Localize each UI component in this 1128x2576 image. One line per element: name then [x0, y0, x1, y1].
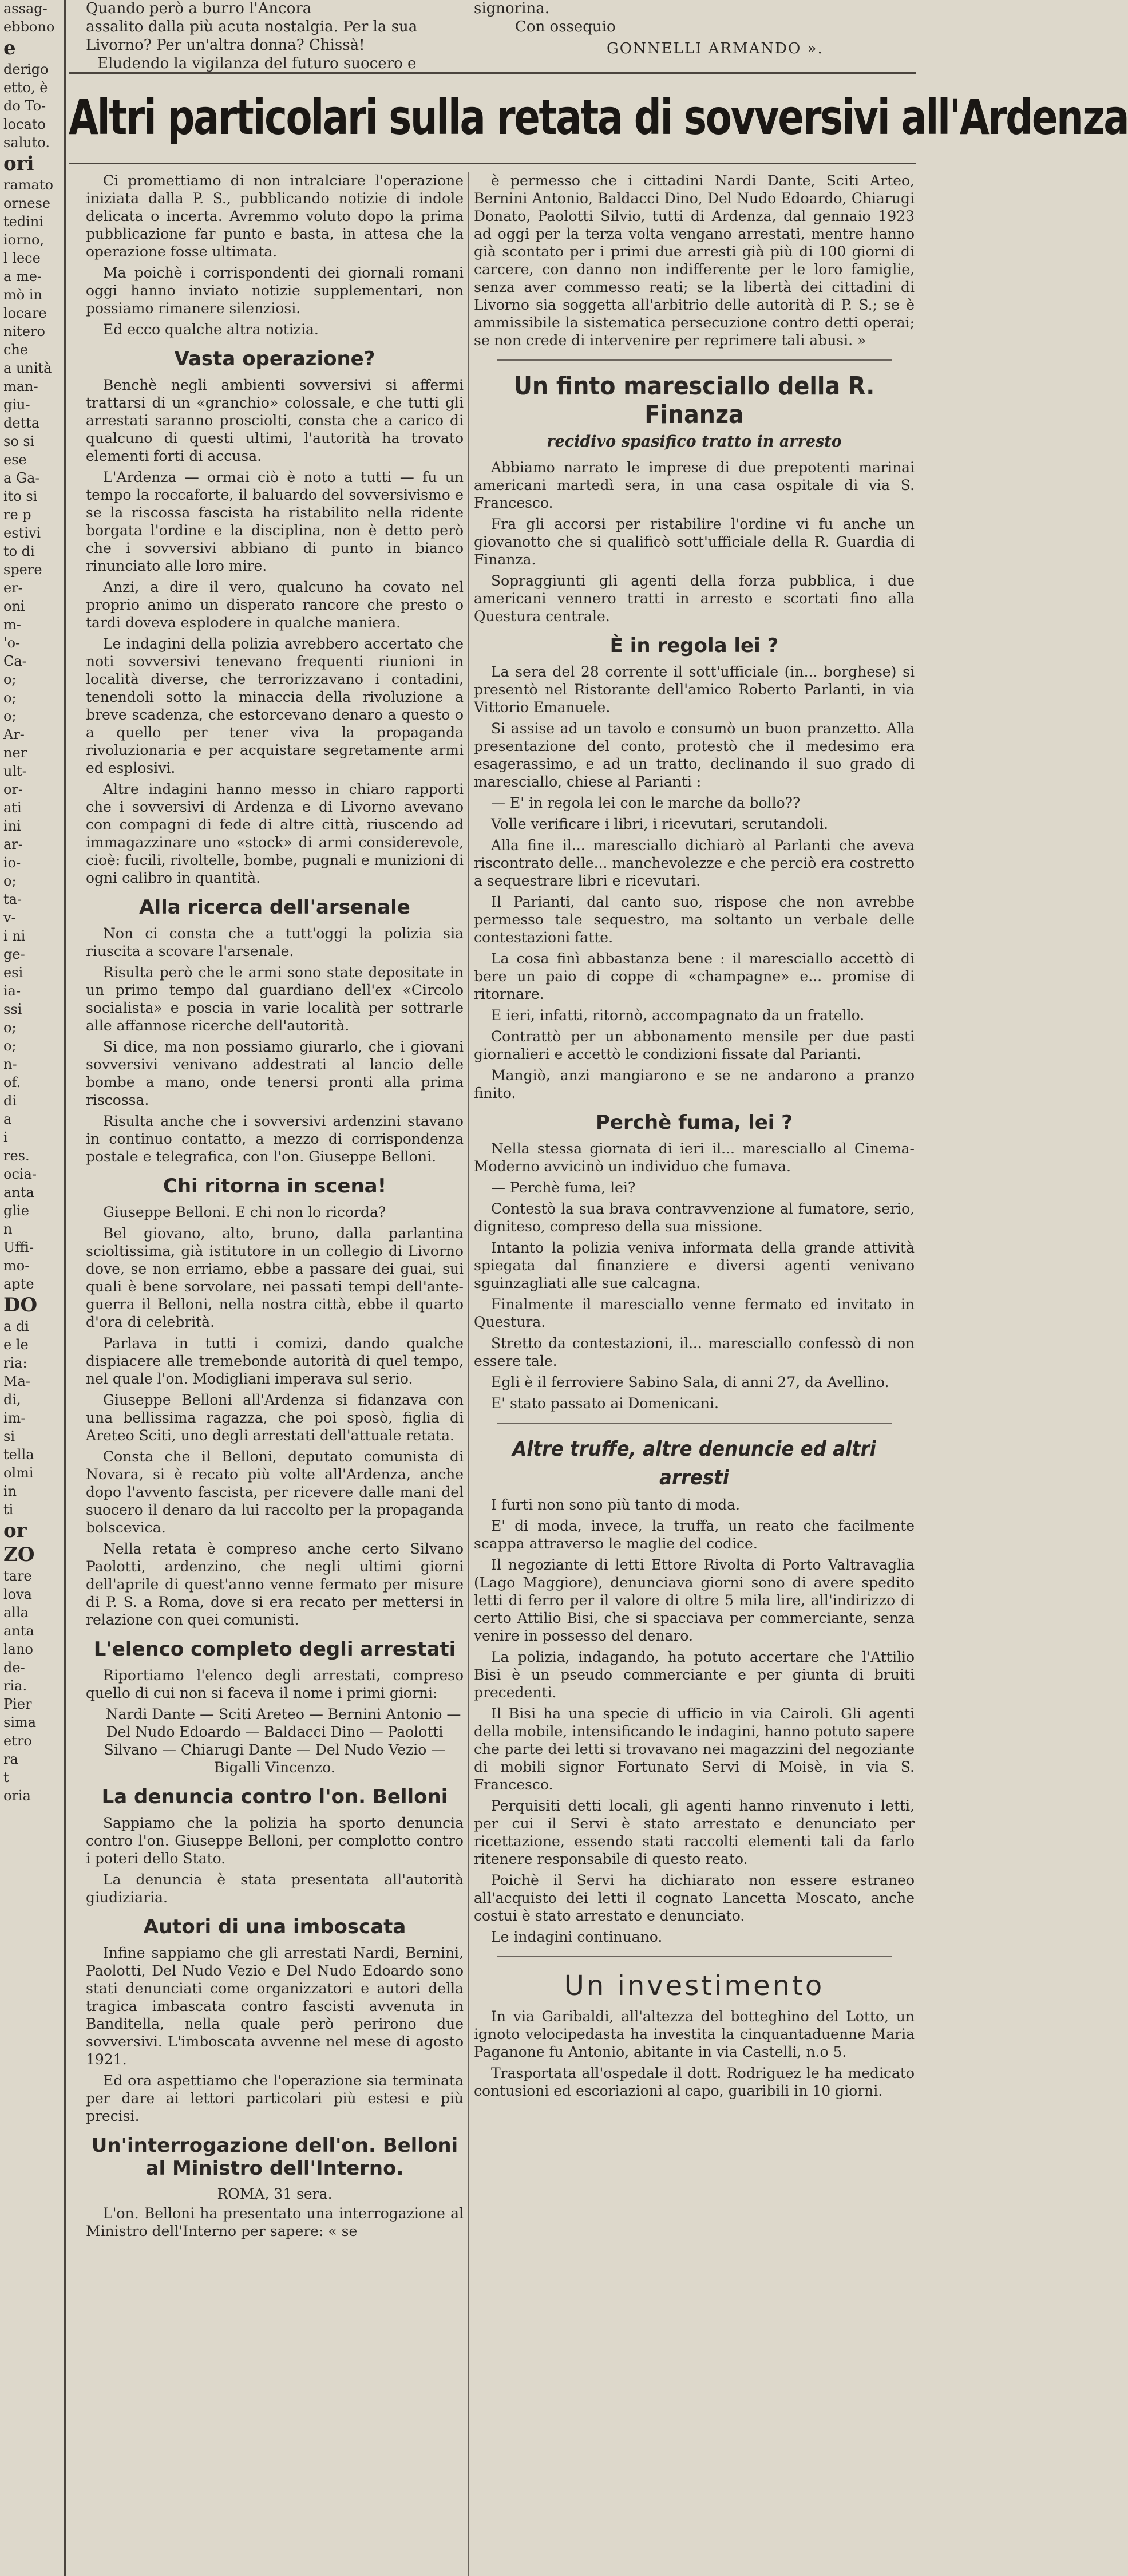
paragraph: Parlava in tutti i comizi, dando qualche dispiacere alle tremebonde autorità di quel tempo, nel quale l'on. Modigliani imperava sul serio. — [86, 1335, 464, 1387]
paragraph: Perquisiti detti locali, gli agenti hanno rinvenuto i letti, per cui il Servi è stato arrestato e denunciato per ricettazione, essendo stati raccolti elementi tali da farlo ritenere responsabile di questo reato. — [474, 1797, 915, 1867]
left-fragment: i — [3, 1129, 8, 1145]
paragraph: Risulta però che le armi sono state depositate in un primo tempo dal guardiano dell'ex «Circolo socialista» e poscia in varie località per sottrarle alle affannose ricerche dell'autorità. — [86, 964, 464, 1034]
column-rule — [468, 172, 469, 2576]
paragraph: Il Parianti, dal canto suo, rispose che non avrebbe permesso tale sequestro, ma soltanto un verbale delle contestazioni fatte. — [474, 894, 915, 946]
separator-3 — [497, 1956, 892, 1957]
article-title-investimento: Un investimento — [564, 1970, 825, 2002]
paragraph: Egli è il ferroviere Sabino Sala, di anni 27, da Avellino. — [491, 1374, 889, 1390]
paragraph: Trasportata all'ospedale il dott. Rodriguez le ha medicato contusioni ed escoriazioni al capo, guaribili in 10 giorni. — [474, 2065, 915, 2099]
article-investimento — [474, 2008, 915, 2100]
left-fragment: o; — [3, 690, 17, 706]
left-fragment: sima — [3, 1714, 37, 1730]
paragraph: L'Ardenza — ormai ciò è noto a tutti — fu un tempo la roccaforte, il baluardo del sovversivismo e se la riscossa fascista ha ristabilito nella ridente borgata l'ordine e la disciplina, non è detto però che i sovversivi abbiano di punto in bianco rinunciato alle loro mire. — [86, 469, 464, 574]
paragraph: Sappiamo che la polizia ha sporto denuncia contro l'on. Giuseppe Belloni, per complotto contro i poteri dello Stato. — [86, 1815, 464, 1867]
left-fragment: ramato — [3, 177, 53, 193]
left-fragment: iorno, — [3, 232, 45, 248]
left-fragment: e le — [3, 1337, 29, 1353]
left-fragment: estivi — [3, 525, 41, 541]
left-fragment: alla — [3, 1605, 29, 1621]
paragraph: La denuncia è stata presentata all'autorità giudiziaria. — [86, 1871, 464, 1906]
left-fragment: ZO — [3, 1543, 35, 1566]
paragraph: Volle verificare i libri, i ricevutari, scrutandoli. — [491, 816, 829, 832]
left-fragment: or — [3, 1519, 27, 1542]
left-fragment: man- — [3, 378, 38, 394]
article-title-altre-truffe: Altre truffe, altre denuncie ed altri arresti — [512, 1437, 876, 1490]
left-fragment: saluto. — [3, 135, 50, 151]
paragraph: Mangiò, anzi mangiarono e se ne andarono a pranzo finito. — [474, 1067, 915, 1101]
paragraph: Consta che il Belloni, deputato comunista di Novara, si è recato più volte all'Ardenza, anche dopo l'avvento fascista, per ricevere dalle mani del suocero il denaro da lui raccolto per la propaganda bolscevica. — [86, 1448, 464, 1536]
left-fragment: etro — [3, 1733, 32, 1749]
left-fragment: etto, è — [3, 80, 48, 96]
left-fragment: DO — [3, 1294, 38, 1317]
paragraph: Il negoziante di letti Ettore Rivolta di Porto Valtravaglia (Lago Maggiore), denunciava giorni sono di avere spedito letti di ferro per il valore di oltre 5 mila lire, all'indirizzo di certo Attilio Bisi, che si spacciava per commerciante, senza venire in possesso del denaro. — [474, 1556, 915, 1644]
section-chi-ritorna — [86, 1203, 464, 1629]
paragraph: Contestò la sua brava contravvenzione al fumatore, serio, digniteso, compreso della sua missione. — [474, 1200, 915, 1235]
paragraph: Si dice, ma non possiamo giurarlo, che i giovani sovversivi venivano addestrati al lancio delle bombe a mano, onde tenersi pronti alla prima riscossa. — [86, 1038, 464, 1108]
paragraph: In via Garibaldi, all'altezza del botteghino del Lotto, un ignoto velocipedasta ha investita la cinquantaduenne Maria Paganone fu Antonio, abitante in via Castelli, n.o 5. — [474, 2008, 915, 2060]
section-title-denuncia: La denuncia contro l'on. Belloni — [101, 1785, 448, 1808]
paragraph: — Perchè fuma, lei? — [491, 1179, 636, 1196]
headline-bottom-rule — [69, 163, 916, 164]
article-title-finto-maresciallo: Un finto maresciallo della R. Finanza — [513, 372, 875, 429]
left-fragment: ese — [3, 452, 27, 468]
paragraph: E' stato passato ai Domenicani. — [491, 1395, 719, 1412]
left-fragment: ini — [3, 818, 21, 834]
paragraph: La cosa finì abbastanza bene : il maresciallo accettò di bere un paio di coppe di «champagne» e... promise di ritornare. — [474, 950, 915, 1002]
left-fragment: assag- — [3, 1, 48, 17]
left-fragment: re p — [3, 507, 31, 523]
paragraph: Anzi, a dire il vero, qualcuno ha covato nel proprio animo un disperato rancore che presto o tardi doveva esplodere in qualche maniera. — [86, 579, 464, 631]
article-altre-truffe — [474, 1496, 915, 1946]
paragraph: Non ci consta che a tutt'oggi la polizia sia riuscita a scovare l'arsenale. — [86, 925, 464, 959]
paragraph: Contrattò per un abbonamento mensile per due pasti giornalieri e accettò le condizioni fissate dal Parianti. — [474, 1028, 915, 1062]
paragraph: Abbiamo narrato le imprese di due prepotenti marinai americani martedì sera, in una casa ospitale di via S. Francesco. — [474, 459, 915, 511]
left-fragment: olmi — [3, 1465, 34, 1481]
left-fragment: res. — [3, 1148, 30, 1164]
left-fragment: Ar- — [3, 726, 25, 742]
section-title-imboscata: Autori di una imboscata — [143, 1915, 406, 1938]
left-fragment: a — [3, 1111, 12, 1127]
interrogazione-continuation: è permesso che i cittadini Nardi Dante, Sciti Arteo, Bernini Antonio, Baldacci Dino, Del Nudo Edoardo, Chiarugi Donato, Paolotti Silvio, tutti di Ardenza, dal gennaio 1923 ad oggi per la terza volta vengano arrestati, mentre hanno già scontato per i primi due arresti già più di 100 giorni di carcere, con danno non indifferente per le loro famiglie, senza aver commesso reati; se la libertà dei cittadini di Livorno sia soggetta all'arbitrio delle autorità di P. S.; se è ammissibile la sistematica persecuzione contro detti operai; se non crede di intervenire per reprimere tali abusi. » — [474, 172, 915, 349]
headline-top-rule — [69, 72, 916, 74]
left-fragment: v- — [3, 910, 16, 926]
top-snippet-right-1: signorina. — [474, 0, 549, 17]
left-fragment: ia- — [3, 983, 21, 999]
article-subtitle-finto-maresciallo: recidivo spasifico tratto in arresto — [547, 433, 842, 451]
left-fragment: ar- — [3, 836, 23, 852]
section-title-vasta-operazione: Vasta operazione? — [174, 347, 375, 370]
paragraph: — E' in regola lei con le marche da bollo?? — [491, 795, 801, 811]
separator-2 — [497, 1423, 892, 1424]
left-fragment: ornese — [3, 195, 51, 211]
paragraph: Nella stessa giornata di ieri il... maresciallo al Cinema-Moderno avvicinò un individuo che fumava. — [474, 1140, 915, 1175]
left-fragment: anta — [3, 1623, 34, 1639]
left-fragment: o; — [3, 708, 17, 724]
paragraph: E ieri, infatti, ritornò, accompagnato da un fratello. — [491, 1007, 865, 1024]
left-fragment: a unità — [3, 360, 52, 376]
paragraph: Ed ora aspettiamo che l'operazione sia terminata per dare ai lettori particolari più estesi e più precisi. — [86, 2072, 464, 2124]
paragraph: Infine sappiamo che gli arrestati Nardi, Bernini, Paolotti, Del Nudo Vezio e Del Nudo Edoardo sono stati denunciati come organizzatori e autori della tragica imbascata contro fascisti avvenuta in Banditella, nella quale però perirono due sovversivi. L'imboscata avvenne nel mese di agosto 1921. — [86, 1945, 464, 2068]
left-fragment: detta — [3, 415, 40, 431]
left-fragment: l lece — [3, 250, 41, 266]
section-title-chi-ritorna: Chi ritorna in scena! — [163, 1175, 387, 1198]
left-fragment: ge- — [3, 946, 25, 962]
paragraph: Ma poichè i corrispondenti dei giornali romani oggi hanno inviato notizie supplementari, non possiamo rimanere silenziosi. — [86, 264, 464, 317]
paragraph: Giuseppe Belloni all'Ardenza si fidanzava con una bellissima ragazza, che poi sposò, figlia di Areteo Sciti, uno degli arrestati dell'attuale retata. — [86, 1392, 464, 1444]
left-fragment: de- — [3, 1660, 25, 1676]
paragraph: La sera del 28 corrente il sott'ufficiale (in... borghese) si presentò nel Ristorante dell'amico Roberto Parlanti, in via Vittorio Emanuele. — [474, 663, 915, 716]
left-fragment: anta — [3, 1184, 34, 1200]
left-fragment: n- — [3, 1056, 17, 1072]
top-snippet-main-1: Quando però a burro l'Ancora — [86, 0, 312, 17]
left-fragment: Ca- — [3, 653, 27, 669]
section-denuncia — [86, 1814, 464, 1906]
paragraph: Ed ecco qualche altra notizia. — [103, 321, 319, 338]
paragraph: Poichè il Servi ha dichiarato non essere estraneo all'acquisto dei letti il cognato Lancetta Moscato, anche costui è stato arrestato e denunciato. — [474, 1872, 915, 1924]
paragraph: Intanto la polizia veniva informata della grande attività spiegata dal finanziere e diversi agenti venivano sguinzagliati alle sue calcagna. — [474, 1239, 915, 1291]
left-fragment: er- — [3, 580, 23, 596]
left-fragment: di — [3, 1093, 17, 1109]
left-fragment: tare — [3, 1568, 32, 1584]
left-fragment: giu- — [3, 397, 30, 413]
main-article-column — [86, 172, 464, 2576]
left-fragment: di, — [3, 1392, 21, 1408]
paragraph: Le indagini della polizia avrebbero accertato che noti sovversivi tenevano frequenti riunioni in località diverse, che terrorizzavano i contadini, tenendoli sotto la minaccia della rivoluzione a breve scadenza, che estorcevano denaro a questo o a quello per tener viva la propaganda rivoluzionaria e per acquistare segretamente armi ed esplosivi. — [86, 635, 464, 776]
right-article-column — [474, 172, 915, 2576]
left-fragment: ti — [3, 1502, 14, 1518]
paragraph: Le indagini continuano. — [491, 1929, 663, 1945]
left-fragment: ocia- — [3, 1166, 37, 1182]
top-snippet-main-3: Livorno? Per un'altra donna? Chissà! — [86, 37, 365, 54]
left-fragment: esi — [3, 965, 23, 981]
left-column-fragments — [0, 0, 63, 2576]
paragraph: Altre indagini hanno messo in chiaro rapporti che i sovversivi di Ardenza e di Livorno avevano con compagni di fede di altre città, riuscendo ad immagazzinare uno «stock» di armi considerevole, cioè: fucili, rivoltelle, bombe, pugnali e munizioni di ogni calibro in quantità. — [86, 781, 464, 886]
left-fragment: ner — [3, 745, 27, 761]
separator-1 — [497, 359, 892, 361]
article-finto-maresciallo — [474, 459, 915, 625]
left-fragment: lano — [3, 1641, 33, 1657]
left-fragment: Uffi- — [3, 1239, 34, 1255]
section-imboscata — [86, 1944, 464, 2125]
left-fragment: oni — [3, 598, 25, 614]
left-fragment: im- — [3, 1410, 26, 1426]
left-fragment: derigo — [3, 61, 49, 77]
left-fragment: mò in — [3, 287, 42, 303]
section-title-perche-fuma: Perchè fuma, lei ? — [595, 1111, 793, 1134]
paragraph: Giuseppe Belloni. E chi non lo ricorda? — [103, 1204, 386, 1220]
left-fragment: or- — [3, 781, 23, 797]
section-ricerca-arsenale — [86, 924, 464, 1165]
left-fragment: glie — [3, 1203, 29, 1219]
left-fragment: m- — [3, 617, 21, 633]
paragraph: Finalmente il maresciallo venne fermato ed invitato in Questura. — [474, 1296, 915, 1330]
section-perche-fuma — [474, 1140, 915, 1412]
left-fragment: ria. — [3, 1678, 27, 1694]
left-fragment: o; — [3, 1038, 17, 1054]
top-snippet-main-4: Eludendo la vigilanza del futuro suocero e — [97, 55, 417, 72]
elenco-list: Nardi Dante — Sciti Areteo — Bernini Antonio — Del Nudo Edoardo — Baldacci Dino — Paolotti Silvano — Chiarugi Dante — Del Nudo Vezio — Bigalli Vincenzo. — [104, 1706, 461, 1776]
paragraph: Benchè negli ambienti sovversivi si affermi trattarsi di un «granchio» colossale, e che tutti gli arrestati saranno prosciolti, consta che a carico di qualcuno di questi ultimi, l'autorità ha trovato elementi forti di accusa. — [86, 377, 464, 464]
paragraph: Ci promettiamo di non intralciare l'operazione iniziata dalla P. S., pubblicando notizie di indole delicata o incerta. Avremmo voluto dopo la prima pubblicazione far punto e basta, in attesa che la operazione fosse ultimata. — [86, 172, 464, 260]
top-snippet-main-2: assalito dalla più acuta nostalgia. Per la sua — [86, 18, 418, 35]
left-fragment: spere — [3, 562, 42, 578]
paragraph: Stretto da contestazioni, il... maresciallo confessò di non essere tale. — [474, 1335, 915, 1369]
left-fragment: ssi — [3, 1001, 22, 1017]
paragraph: Il Bisi ha una specie di ufficio in via Cairoli. Gli agenti della mobile, intensificando le indagini, hanno potuto sapere che parte dei letti si trovavano nei magazzini del negoziante di mobili signor Fortunato Servi di Moisè, in via S. Francesco. — [474, 1705, 915, 1793]
paragraph: L'on. Belloni ha presentato una interrogazione al Ministro dell'Interno per sapere: « se — [86, 2205, 464, 2239]
left-fragment: ori — [3, 152, 34, 175]
left-fragment: locare — [3, 305, 47, 321]
paragraph: Fra gli accorsi per ristabilire l'ordine vi fu anche un giovanotto che si qualificò sott'ufficiale della R. Guardia di Finanza. — [474, 516, 915, 568]
top-snippet-right-2: Con ossequio — [515, 18, 616, 35]
left-fragment: mo- — [3, 1258, 30, 1274]
left-fragment: e — [3, 37, 16, 60]
left-fragment: n — [3, 1221, 13, 1237]
left-fragment: ult- — [3, 763, 27, 779]
paragraph: Sopraggiunti gli agenti della forza pubblica, i due americani vennero tratti in arresto e scortati fino alla Questura centrale. — [474, 572, 915, 625]
left-fragment: ebbono — [3, 19, 55, 35]
elenco-intro: Riportiamo l'elenco degli arrestati, compreso quello di cui non si faceva il nome i primi giorni: — [86, 1667, 464, 1701]
paragraph: Nella retata è compreso anche certo Silvano Paolotti, ardenzino, che negli ultimi giorni dell'aprile di quest'anno venne fermato per misure di P. S. a Roma, dove si era recato per mettersi in relazione con quei comunisti. — [86, 1540, 464, 1628]
paragraph: I furti non sono più tanto di moda. — [491, 1496, 740, 1513]
left-fragment: ta- — [3, 891, 22, 907]
left-fragment: a di — [3, 1318, 29, 1334]
left-fragment: ria: — [3, 1355, 27, 1371]
left-fragment: Pier — [3, 1696, 32, 1712]
paragraph: Si assise ad un tavolo e consumò un buon pranzetto. Alla presentazione del conto, protestò che il medesimo era esagerassimo, e ad un tratto, declinando il suo grado di maresciallo, chiese al Parianti : — [474, 720, 915, 790]
section-vasta-operazione — [86, 376, 464, 887]
main-intro — [86, 172, 464, 338]
left-fragment: o; — [3, 671, 17, 688]
interrogazione-dateline: ROMA, 31 sera. — [217, 2186, 333, 2202]
left-fragment: ati — [3, 800, 22, 816]
section-title-interrogazione: Un'interrogazione dell'on. Belloni al Ministro dell'Interno. — [91, 2134, 458, 2180]
left-fragment: so si — [3, 433, 35, 449]
left-fragment: lova — [3, 1586, 32, 1602]
left-fragment: ito si — [3, 488, 38, 504]
section-title-ricerca-arsenale: Alla ricerca dell'arsenale — [139, 896, 410, 919]
paragraph: Alla fine il... maresciallo dichiarò al Parlanti che aveva riscontrato delle... manchevolezze e che perciò era costretto a sequestrare libri e ricevutari. — [474, 837, 915, 889]
left-fragment: to di — [3, 543, 35, 559]
section-title-elenco-arrestati: L'elenco completo degli arrestati — [93, 1638, 456, 1661]
left-fragment: in — [3, 1483, 17, 1499]
left-fragment: oria — [3, 1788, 31, 1804]
left-column-rule — [64, 0, 66, 2576]
section-title-in-regola: È in regola lei ? — [609, 634, 779, 657]
left-fragment: apte — [3, 1276, 34, 1292]
left-fragment: 'o- — [3, 635, 21, 651]
paragraph: Bel giovano, alto, bruno, dalla parlantina scioltissima, già istitutore in un collegio di Livorno dove, se non erriamo, ebbe a passare dei guai, sui quali è bene sorvolare, nei passati tempi dell'ante-guerra il Belloni, nella nostra città, ebbe il quarto d'ora di celebrità. — [86, 1225, 464, 1330]
paragraph: La polizia, indagando, ha potuto accertare che l'Attilio Bisi è un pseudo commerciante e per giunta di bruiti precedenti. — [474, 1649, 915, 1701]
left-fragment: i ni — [3, 928, 26, 944]
left-fragment: o; — [3, 1020, 17, 1036]
left-fragment: locato — [3, 116, 46, 132]
left-fragment: tella — [3, 1447, 34, 1463]
left-fragment: Ma- — [3, 1373, 30, 1389]
left-fragment: si — [3, 1428, 15, 1444]
section-in-regola — [474, 663, 915, 1102]
left-fragment: nitero — [3, 323, 45, 339]
left-fragment: do To- — [3, 98, 46, 114]
left-fragment: ra — [3, 1751, 18, 1767]
left-fragment: tedini — [3, 214, 44, 230]
paragraph: Risulta anche che i sovversivi ardenzini stavano in continuo contatto, a mezzo di corrispondenza postale e telegrafica, con l'on. Giuseppe Belloni. — [86, 1113, 464, 1165]
left-fragment: io- — [3, 855, 21, 871]
left-fragment: a me- — [3, 268, 42, 285]
section-interrogazione — [86, 2204, 464, 2240]
left-fragment: o; — [3, 873, 17, 889]
left-fragment: t — [3, 1769, 9, 1785]
left-fragment: of. — [3, 1074, 21, 1091]
top-snippet-right-3: GONNELLI ARMANDO ». — [607, 40, 824, 57]
left-fragment: a Ga- — [3, 470, 40, 486]
left-fragment: che — [3, 342, 29, 358]
paragraph: E' di moda, invece, la truffa, un reato che facilmente scappa attraverso le maglie del codice. — [474, 1518, 915, 1552]
main-headline: Altri particolari sulla retata di sovversivi all'Ardenza — [69, 89, 1128, 145]
